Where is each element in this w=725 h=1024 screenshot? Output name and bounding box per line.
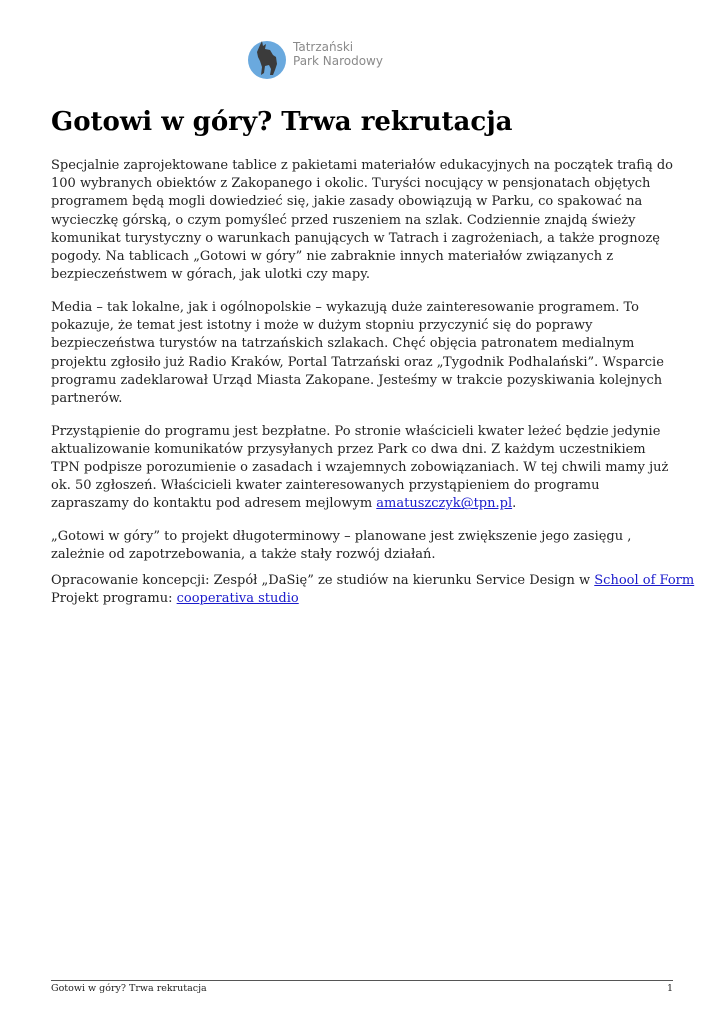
paragraph-3-text: Przystąpienie do programu jest bezpłatne. Po stronie właścicieli kwater leżeć będzie jedynie aktualizowanie komunikatów przysyłanych przez Park co dwa dni. Z każdym uczestnikiem TPN podpisze porozumienie o zasadach i wzajemnych zobowiązaniach. W tej chwili mamy już ok. 50 zgłoszeń. Właścicieli kwater zainteresowanych przystąpieniem do programu zapraszamy do kontaktu pod adresem mejlowym <box>51 423 669 512</box>
credits <box>51 572 695 608</box>
logo-line-1: Tatrzański <box>293 40 354 54</box>
site-logo[interactable] <box>246 37 406 81</box>
credits-concept <box>51 572 695 590</box>
logo-text <box>293 40 383 68</box>
credits-program <box>51 590 691 608</box>
paragraph-2: Media – tak lokalne, jak i ogólnopolskie – wykazują duże zainteresowanie programem. To pokazuje, że temat jest istotny i może w dużym stopniu przyczynić się do poprawy bezpieczeństwa turystów na tatrzańskich szlakach. Chęć objęcia patronatem medialnym projektu zgłosiło już Radio Kraków, Portal Tatrzański oraz „Tygodnik Podhalański”. Wsparcie programu zadeklarował Urząd Miasta Zakopane. Jesteśmy w trakcie pozyskiwania kolejnych partnerów. <box>51 299 664 406</box>
footer-title: Gotowi w góry? Trwa rekrutacja <box>51 983 207 994</box>
paragraph-3 <box>51 423 676 514</box>
credits-program-label: Projekt programu: <box>51 591 177 607</box>
paragraph-1: Specjalnie zaprojektowane tablice z pakietami materiałów edukacyjnych na początek trafią do 100 wybranych obiektów z Zakopanego i okolic. Turyści nocujący w pensjonatach objętych programem będą mogli dowiedzieć się, jakie zasady obowiązują w Parku, co spakować na wycieczkę górską, o czym pomyśleć przed ruszeniem na szlak. Codziennie znajdą świeży komunikat turystyczny o warunkach panujących w Tatrach i zagrożeniach, a także prognozę pogody. Na tablicach „Gotowi w góry” nie zabraknie innych materiałów związanych z bezpieczeństwem w górach, jak ulotki czy mapy. <box>51 158 673 283</box>
cooperativa-studio-link[interactable]: cooperativa studio <box>176 591 299 607</box>
article-body <box>51 157 676 579</box>
paragraph-4: „Gotowi w góry” to projekt długoterminowy – planowane jest zwiększenie jego zasięgu , zależnie od zapotrzebowania, a także stały rozwój działań. <box>51 529 632 563</box>
school-of-form-link[interactable]: School of Form <box>594 573 695 588</box>
chamois-circle-logo-icon <box>246 37 288 81</box>
article-title: Gotowi w góry? Trwa rekrutacja <box>51 107 513 137</box>
footer-divider <box>51 980 673 981</box>
email-link[interactable]: amatuszczyk@tpn.pl <box>376 496 513 512</box>
footer-page-number: 1 <box>666 983 673 994</box>
credits-concept-label: Opracowanie koncepcji: Zespół „DaSię” ze studiów na kierunku Service Design w <box>51 573 595 588</box>
logo-line-2: Park Narodowy <box>293 54 383 68</box>
paragraph-3-end: . <box>512 496 517 512</box>
